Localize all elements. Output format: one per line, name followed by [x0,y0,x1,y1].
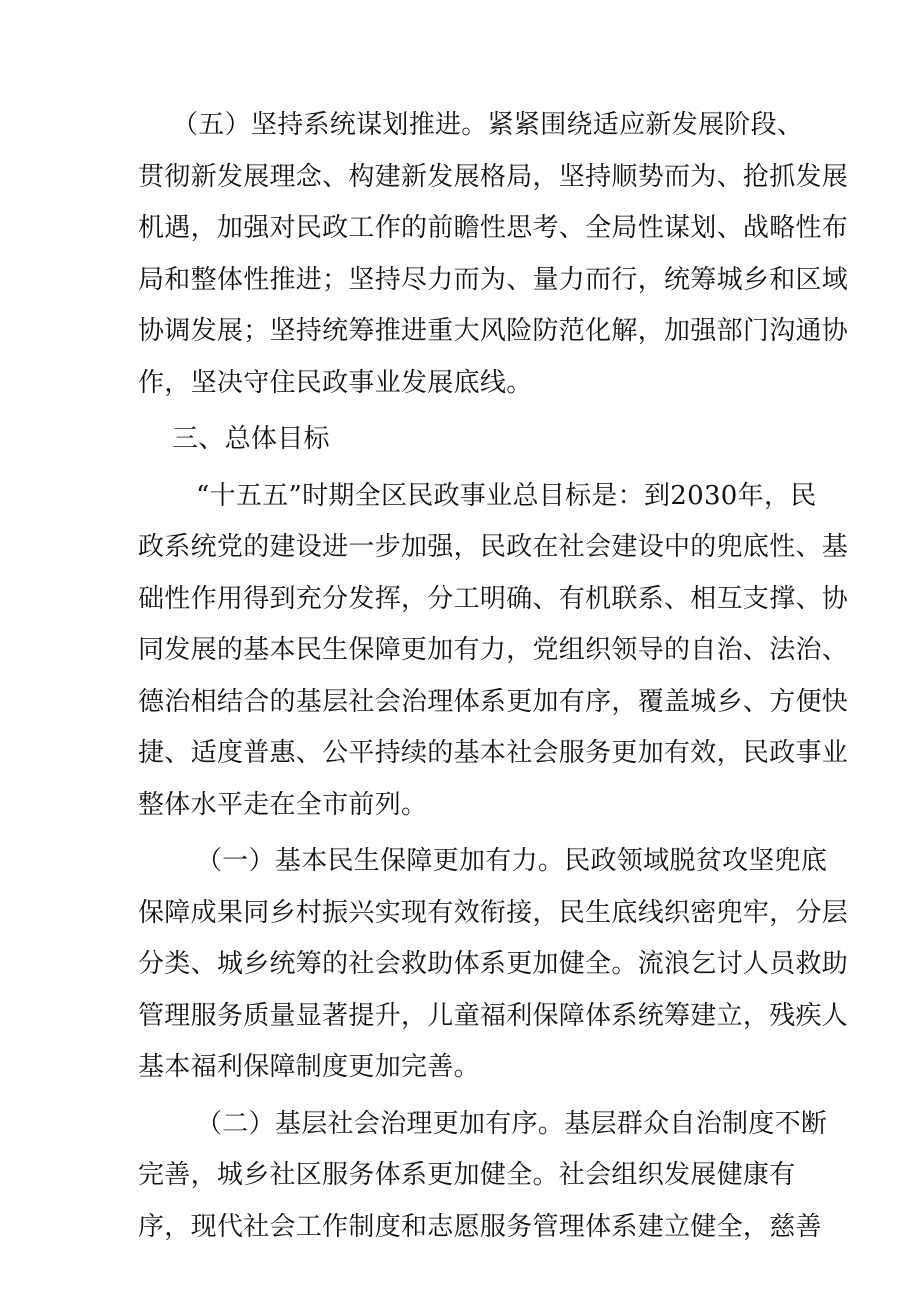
text-line: 序，现代社会工作制度和志愿服务管理体系建立健全，慈善 [138,1211,822,1242]
text-line: 德治相结合的基层社会治理体系更加有序，覆盖城乡、方便快 [138,686,849,717]
text-line: 作，坚决守住民政事业发展底线。 [138,367,533,398]
paragraph-goal-1 [138,836,849,1094]
text-line: 机遇，加强对民政工作的前瞻性思考、全局性谋划、战略性布 [138,213,849,243]
text-line: 分类、城乡统筹的社会救助体系更加健全。流浪乞讨人员救助 [138,949,849,979]
text-line: “十五五”时期全区民政事业总目标是：到2030年，民 [196,480,817,511]
text-line: （五）坚持系统谋划推进。紧紧围绕适应新发展阶段、 [172,110,804,140]
document-body [138,100,849,1258]
paragraph-overall-goal [138,471,849,832]
text-line: 整体水平走在全市前列。 [138,789,428,820]
text-line: （一）基本民生保障更加有力。民政领域脱贫攻坚兜底 [196,846,828,876]
text-line: 捷、适度普惠、公平持续的基本社会服务更加有效，民政事业 [138,738,849,768]
text-line: 贯彻新发展理念、构建新发展格局，坚持顺势而为、抢抓发展 [138,161,849,192]
text-line: 管理服务质量显著提升，儿童福利保障体系统筹建立，残疾人 [138,1000,849,1031]
paragraph-goal-2 [138,1099,828,1254]
text-line: 保障成果同乡村振兴实现有效衔接，民生底线织密兜牢，分层 [138,897,849,928]
text-line: 础性作用得到充分发挥，分工明确、有机联系、相互支撑、协 [138,583,849,614]
text-line: 完善，城乡社区服务体系更加健全。社会组织发展健康有 [138,1160,796,1190]
text-line: 政系统党的建设进一步加强，民政在社会建设中的兜底性、基 [138,532,849,562]
section-heading-overall-goals [138,414,788,466]
text-line: （二）基层社会治理更加有序。基层群众自治制度不断 [196,1108,828,1139]
text-line: 同发展的基本民生保障更加有力，党组织领导的自治、法治、 [138,635,849,665]
heading-text: 三、总体目标 [172,424,330,454]
text-line: 局和整体性推进；坚持尽力而为、量力而行，统筹城乡和区域 [138,264,849,295]
text-line: 基本福利保障制度更加完善。 [138,1052,480,1082]
text-line: 协调发展；坚持统筹推进重大风险防范化解，加强部门沟通协 [138,316,849,346]
paragraph-principle-5 [138,100,849,409]
